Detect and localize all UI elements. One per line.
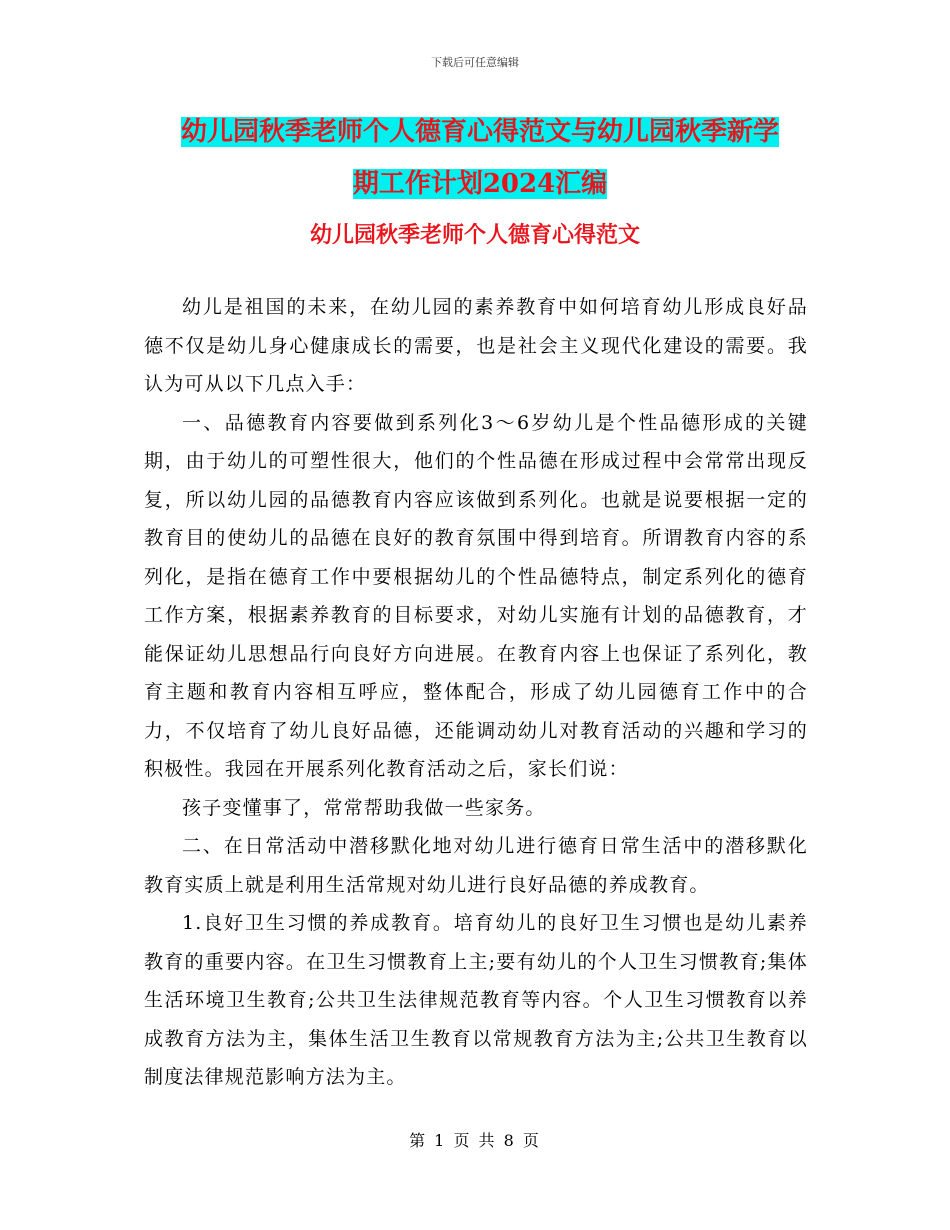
header-note: 下载后可任意编辑 [431, 56, 519, 69]
paragraph: 1.良好卫生习惯的养成教育。培育幼儿的良好卫生习惯也是幼儿素养教育的重要内容。在卫生习惯教育上主;要有幼儿的个人卫生习惯教育;集体生活环境卫生教育;公共卫生法律规范教育等内容。个人卫生习惯教育以养成教育方法为主，集体生活卫生教育以常规教育方法为主;公共卫生教育以制度法律规范影响方法为主。 [144, 912, 808, 1088]
document-title [140, 106, 820, 210]
body-text [144, 288, 808, 1097]
paragraph: 二、在日常活动中潜移默化地对幼儿进行德育日常生活中的潜移默化教育实质上就是利用生活常规对幼儿进行良好品德的养成教育。 [144, 835, 808, 896]
section-title: 幼儿园秋季老师个人德育心得范文 [309, 222, 640, 248]
page-footer: 第 1 页 共 8 页 [409, 1131, 541, 1150]
document-title-line-1: 幼儿园秋季老师个人德育心得范文与幼儿园秋季新学 [180, 117, 779, 147]
paragraph: 幼儿是祖国的未来，在幼儿园的素养教育中如何培育幼儿形成良好品德不仅是幼儿身心健康成长的需要，也是社会主义现代化建设的需要。我认为可从以下几点入手： [144, 296, 808, 395]
paragraph: 一、品德教育内容要做到系列化3～6岁幼儿是个性品德形成的关键期，由于幼儿的可塑性很大，他们的个性品德在形成过程中会常常出现反复，所以幼儿园的品德教育内容应该做到系列化。也就是说要根据一定的教育目的使幼儿的品德在良好的教育氛围中得到培育。所谓教育内容的系列化，是指在德育工作中要根据幼儿的个性品德特点，制定系列化的德育工作方案，根据素养教育的目标要求，对幼儿实施有计划的品德教育，才能保证幼儿思想品行向良好方向进展。在教育内容上也保证了系列化，教育主题和教育内容相互呼应，整体配合，形成了幼儿园德育工作中的合力，不仅培育了幼儿良好品德，还能调动幼儿对教育活动的兴趣和学习的积极性。我园在开展系列化教育活动之后，家长们说： [144, 411, 808, 780]
document-title-line-2: 期工作计划2024汇编 [352, 169, 608, 199]
paragraph: 孩子变懂事了，常常帮助我做一些家务。 [182, 796, 546, 819]
